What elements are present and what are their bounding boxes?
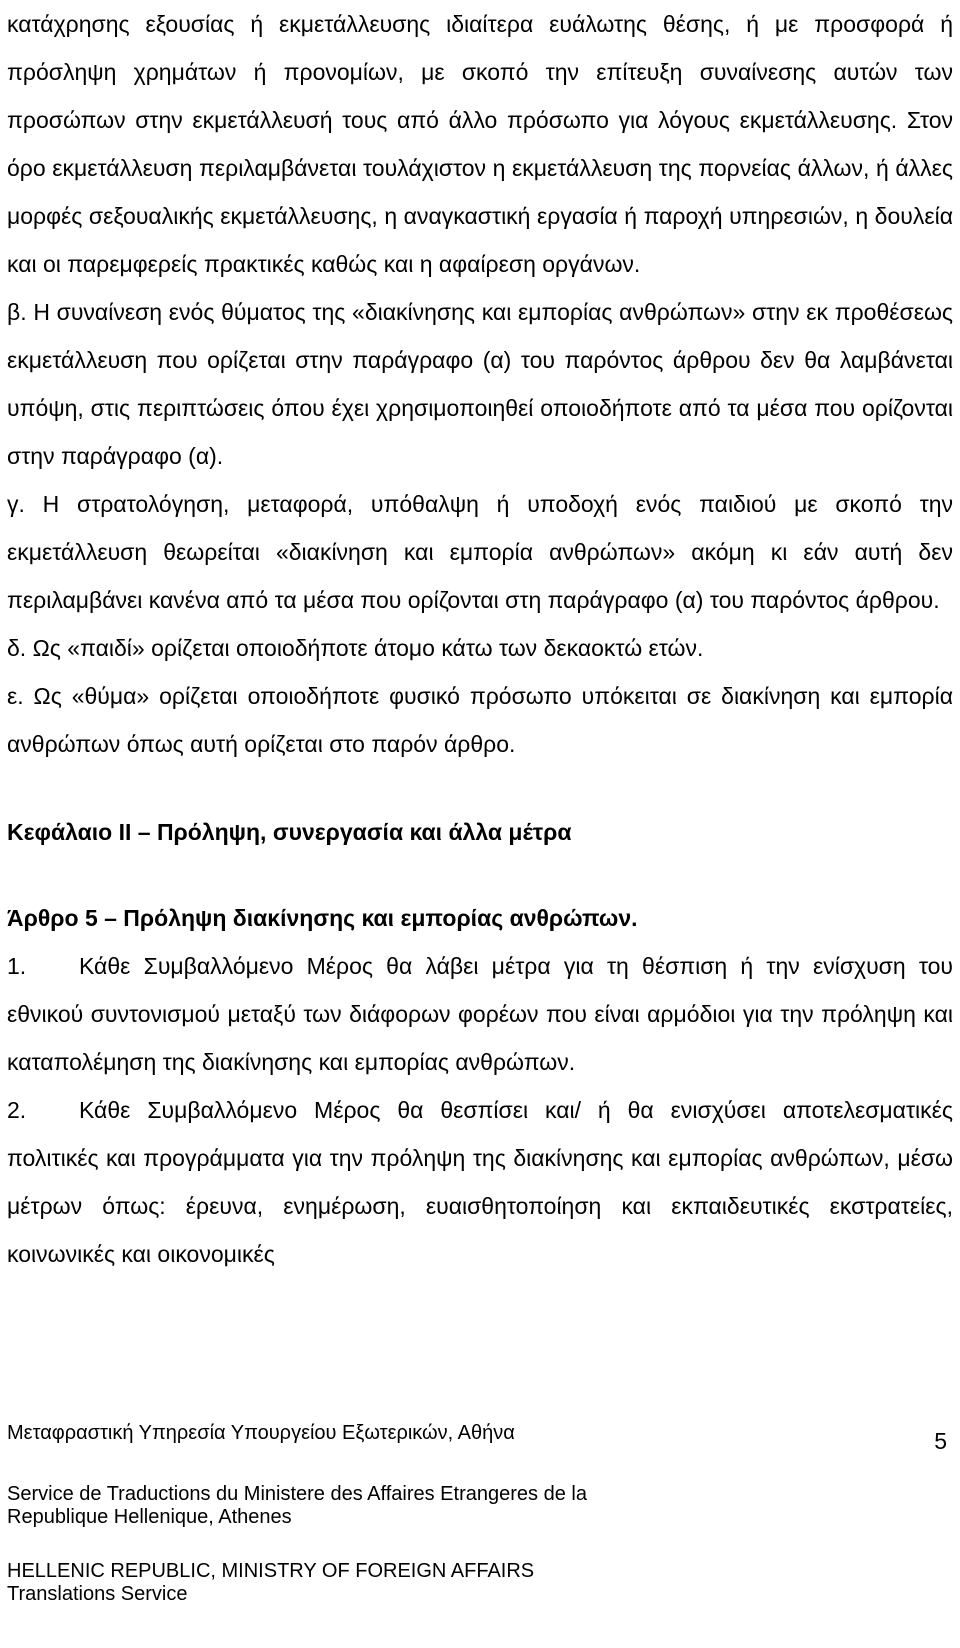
article-item-2 xyxy=(7,1086,953,1278)
article-item-1 xyxy=(7,942,953,1086)
paragraph-e: ε. Ως «θύμα» ορίζεται οποιοδήποτε φυσικό πρόσωπο υπόκειται σε διακίνηση και εμπορία ανθρώπων όπως αυτή ορίζεται στο παρόν άρθρο. xyxy=(7,683,953,757)
article-item-number: 2. xyxy=(7,1097,27,1123)
footer-greek-service: Μεταφραστική Υπηρεσία Υπουργείου Εξωτερικών, Αθήνα xyxy=(7,1422,515,1444)
footer-english-service: Translations Service xyxy=(7,1583,188,1605)
article-item-number: 1. xyxy=(7,953,27,979)
footer-english-ministry: HELLENIC REPUBLIC, MINISTRY OF FOREIGN AFFAIRS xyxy=(7,1560,535,1582)
footer-french-service-line2: Republique Hellenique, Athenes xyxy=(7,1506,292,1528)
page-number: 5 xyxy=(934,1428,947,1454)
document-body xyxy=(7,0,953,1278)
paragraph-c: γ. Η στρατολόγηση, μεταφορά, υπόθαλψη ή υποδοχή ενός παιδιού με σκοπό την εκμετάλλευση θεωρείται «διακίνηση και εμπορία ανθρώπων» ακόμη κι εάν αυτή δεν περιλαμβάνει κανένα από τα μέσα που ορίζονται στη παράγραφο (α) του παρόντος άρθρου. xyxy=(7,491,953,613)
article-item-text: Κάθε Συμβαλλόμενο Μέρος θα λάβει μέτρα για τη θέσπιση ή την ενίσχυση του εθνικού συντονισμού μεταξύ των διάφορων φορέων που είναι αρμόδιοι για την πρόληψη και καταπολέμηση της διακίνησης και εμπορίας ανθρώπων. xyxy=(7,953,953,1075)
paragraph-b: β. Η συναίνεση ενός θύματος της «διακίνησης και εμπορίας ανθρώπων» στην εκ προθέσεως εκμετάλλευση που ορίζεται στην παράγραφο (α) του παρόντος άρθρου δεν θα λαμβάνεται υπόψη, στις περιπτώσεις όπου έχει χρησιμοποιηθεί οποιοδήποτε από τα μέσα που ορίζονται στην παράγραφο (α). xyxy=(7,299,953,469)
article-item-text: Κάθε Συμβαλλόμενο Μέρος θα θεσπίσει και/ ή θα ενισχύσει αποτελεσματικές πολιτικές και προγράμματα για την πρόληψη της διακίνησης και εμπορίας ανθρώπων, μέσω μέτρων όπως: έρευνα, ενημέρωση, ευαισθητοποίηση και εκπαιδευτικές εκστρατείες, κοινωνικές και οικονομικές xyxy=(7,1097,953,1267)
chapter-heading: Κεφάλαιο ΙΙ – Πρόληψη, συνεργασία και άλλα μέτρα xyxy=(7,819,572,845)
page-footer xyxy=(7,1422,953,1606)
footer-french-service-line1: Service de Traductions du Ministere des Affaires Etrangeres de la xyxy=(7,1483,587,1505)
paragraph-continuation: κατάχρησης εξουσίας ή εκμετάλλευσης ιδιαίτερα ευάλωτης θέσης, ή με προσφορά ή πρόσληψη χρημάτων ή προνομίων, με σκοπό την επίτευξη συναίνεσης αυτών των προσώπων στην εκμετάλλευσή τους από άλλο πρόσωπο για λόγους εκμετάλλευσης. Στον όρο εκμετάλλευση περιλαμβάνεται τουλάχιστον η εκμετάλλευση της πορνείας άλλων, ή άλλες μορφές σεξουαλικής εκμετάλλευσης, η αναγκαστική εργασία ή παροχή υπηρεσιών, η δουλεία και οι παρεμφερείς πρακτικές καθώς και η αφαίρεση οργάνων. xyxy=(7,11,953,277)
article-heading: Άρθρο 5 – Πρόληψη διακίνησης και εμπορίας ανθρώπων. xyxy=(7,905,638,931)
document-page xyxy=(7,0,953,1278)
paragraph-d: δ. Ως «παιδί» ορίζεται οποιοδήποτε άτομο κάτω των δεκαοκτώ ετών. xyxy=(7,635,704,661)
